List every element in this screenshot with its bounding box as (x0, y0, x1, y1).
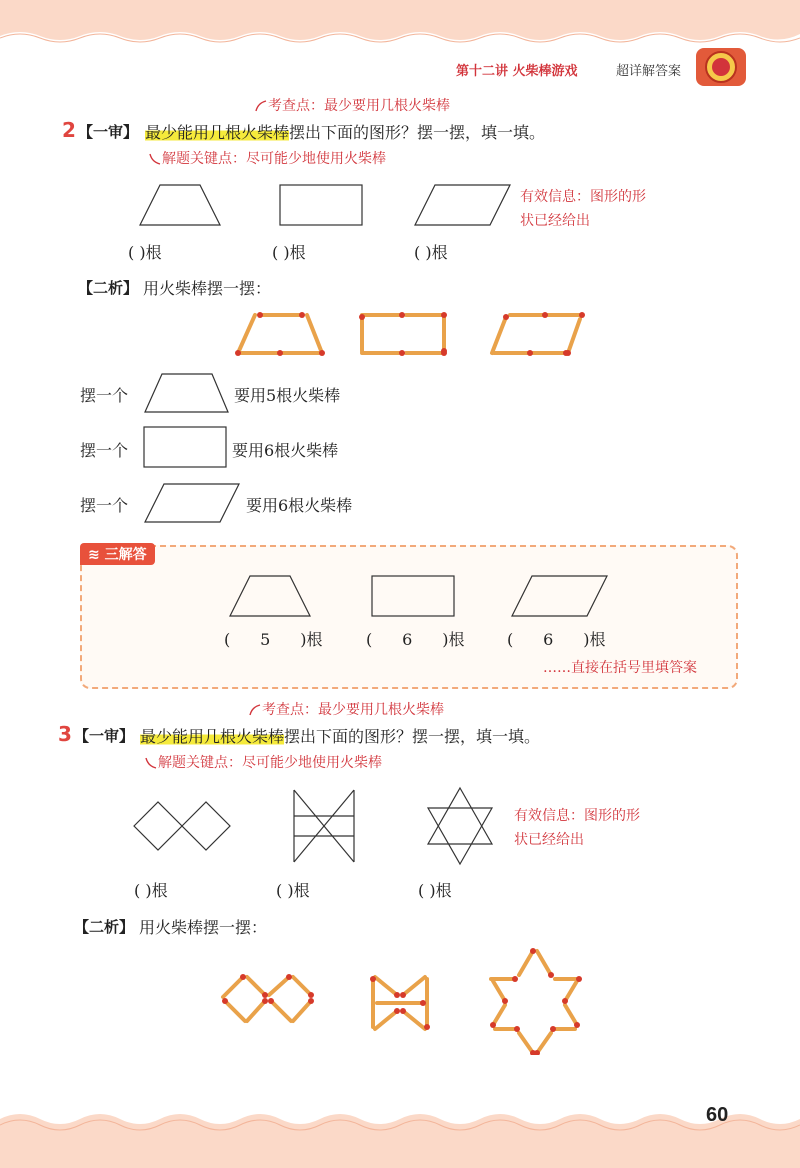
six-pointed-star-shape (428, 788, 492, 864)
q2-row2-suffix: 要用6根火柴棒 (232, 441, 339, 460)
q3-number: 3 (58, 722, 72, 746)
q2-note-check: 考查点：最少要用几根火柴棒 (254, 95, 450, 115)
rectangle-shape (142, 425, 228, 471)
bottom-wave-decoration (0, 1095, 800, 1168)
q2-shapes (130, 180, 550, 230)
trapezoid-shape (230, 576, 310, 616)
top-wave-decoration (0, 0, 800, 60)
q3-question-highlight: 最少能用几根火柴棒 (140, 727, 285, 746)
parallelogram-shape (415, 185, 510, 225)
arrow-curve-icon (148, 152, 162, 166)
q3-note-info-line1: 有效信息：图形的形 (514, 808, 640, 824)
bowtie-shape (294, 790, 354, 862)
q2-solution-shapes (220, 572, 620, 622)
q2-answer-2: ( 6 )根 (366, 630, 465, 649)
q3-analysis: 用火柴棒摆一摆： (139, 918, 268, 937)
q3-note-check: 考查点：最少要用几根火柴棒 (248, 699, 444, 719)
q2-tag-shen: 【一审】 (78, 123, 139, 141)
q2-blank-3[interactable]: ( )根 (414, 243, 448, 262)
q2-note-info (520, 186, 646, 230)
q3-note-info (514, 805, 640, 849)
arrow-curve-icon (144, 756, 158, 770)
rectangle-shape (280, 185, 362, 225)
q3-tag-xi: 【二析】 (74, 918, 135, 936)
q3-tag-shen: 【一审】 (74, 727, 135, 745)
q3-blank-3[interactable]: ( )根 (418, 881, 452, 900)
q2-answer-value-1: 5 (260, 630, 271, 649)
q2-answer-1: ( 5 )根 (224, 630, 323, 649)
trapezoid-shape (142, 370, 232, 416)
lecture-title: 第十二讲 火柴棒游戏 (456, 64, 578, 79)
q2-row3-prefix: 摆一个 (80, 496, 129, 515)
q2-answer-value-3: 6 (543, 630, 554, 649)
q3-blank-1[interactable]: ( )根 (134, 881, 168, 900)
q2-answer-value-2: 6 (402, 630, 413, 649)
q3-note-key: 解题关键点：尽可能少地使用火柴棒 (144, 752, 382, 772)
q3-shapes (128, 786, 508, 866)
q2-note-key: 解题关键点：尽可能少地使用火柴棒 (148, 148, 386, 168)
q3-note-info-line2: 状已经给出 (514, 832, 584, 848)
arrow-curve-icon (254, 99, 268, 113)
page-number: 60 (706, 1104, 729, 1126)
rectangle-shape (372, 576, 454, 616)
q2-matchstick-shapes (230, 305, 590, 365)
double-diamond-shape (134, 802, 230, 850)
q2-blank-1[interactable]: ( )根 (128, 243, 162, 262)
q2-answer-3: ( 6 )根 (507, 630, 606, 649)
q2-tag-xi: 【二析】 (78, 279, 139, 297)
q2-blank-2[interactable]: ( )根 (272, 243, 306, 262)
q2-row3-suffix: 要用6根火柴棒 (246, 496, 353, 515)
q3-blank-2[interactable]: ( )根 (276, 881, 310, 900)
wave-icon: ≋ (88, 547, 105, 563)
q3-question-rest: 摆出下面的图形？摆一摆，填一填。 (284, 727, 541, 746)
q2-answer-note: ……直接在括号里填答案 (543, 660, 697, 676)
parallelogram-shape (512, 576, 607, 616)
badge-logo-icon (694, 44, 748, 88)
q2-row2-prefix: 摆一个 (80, 441, 129, 460)
q2-solve-tab (80, 543, 155, 565)
q2-question-rest: 摆出下面的图形？摆一摆，填一填。 (289, 123, 546, 142)
q2-question-highlight: 最少能用几根火柴棒 (145, 123, 290, 142)
header-subtitle: 超详解答案 (616, 64, 682, 79)
q2-question (145, 120, 545, 143)
q2-note-info-line2: 状已经给出 (520, 213, 590, 229)
trapezoid-shape (140, 185, 220, 225)
q2-note-info-line1: 有效信息：图形的形 (520, 189, 646, 205)
parallelogram-shape (142, 480, 242, 526)
arrow-curve-icon (248, 703, 262, 717)
q2-number: 2 (62, 118, 76, 142)
q2-analysis: 用火柴棒摆一摆： (143, 279, 272, 298)
q2-row1-suffix: 要用5根火柴棒 (234, 386, 341, 405)
q2-row1-prefix: 摆一个 (80, 386, 129, 405)
q2-solve-tab-label: 三解答 (104, 547, 147, 563)
q3-matchstick-shapes (215, 945, 595, 1055)
q3-question (140, 724, 540, 747)
